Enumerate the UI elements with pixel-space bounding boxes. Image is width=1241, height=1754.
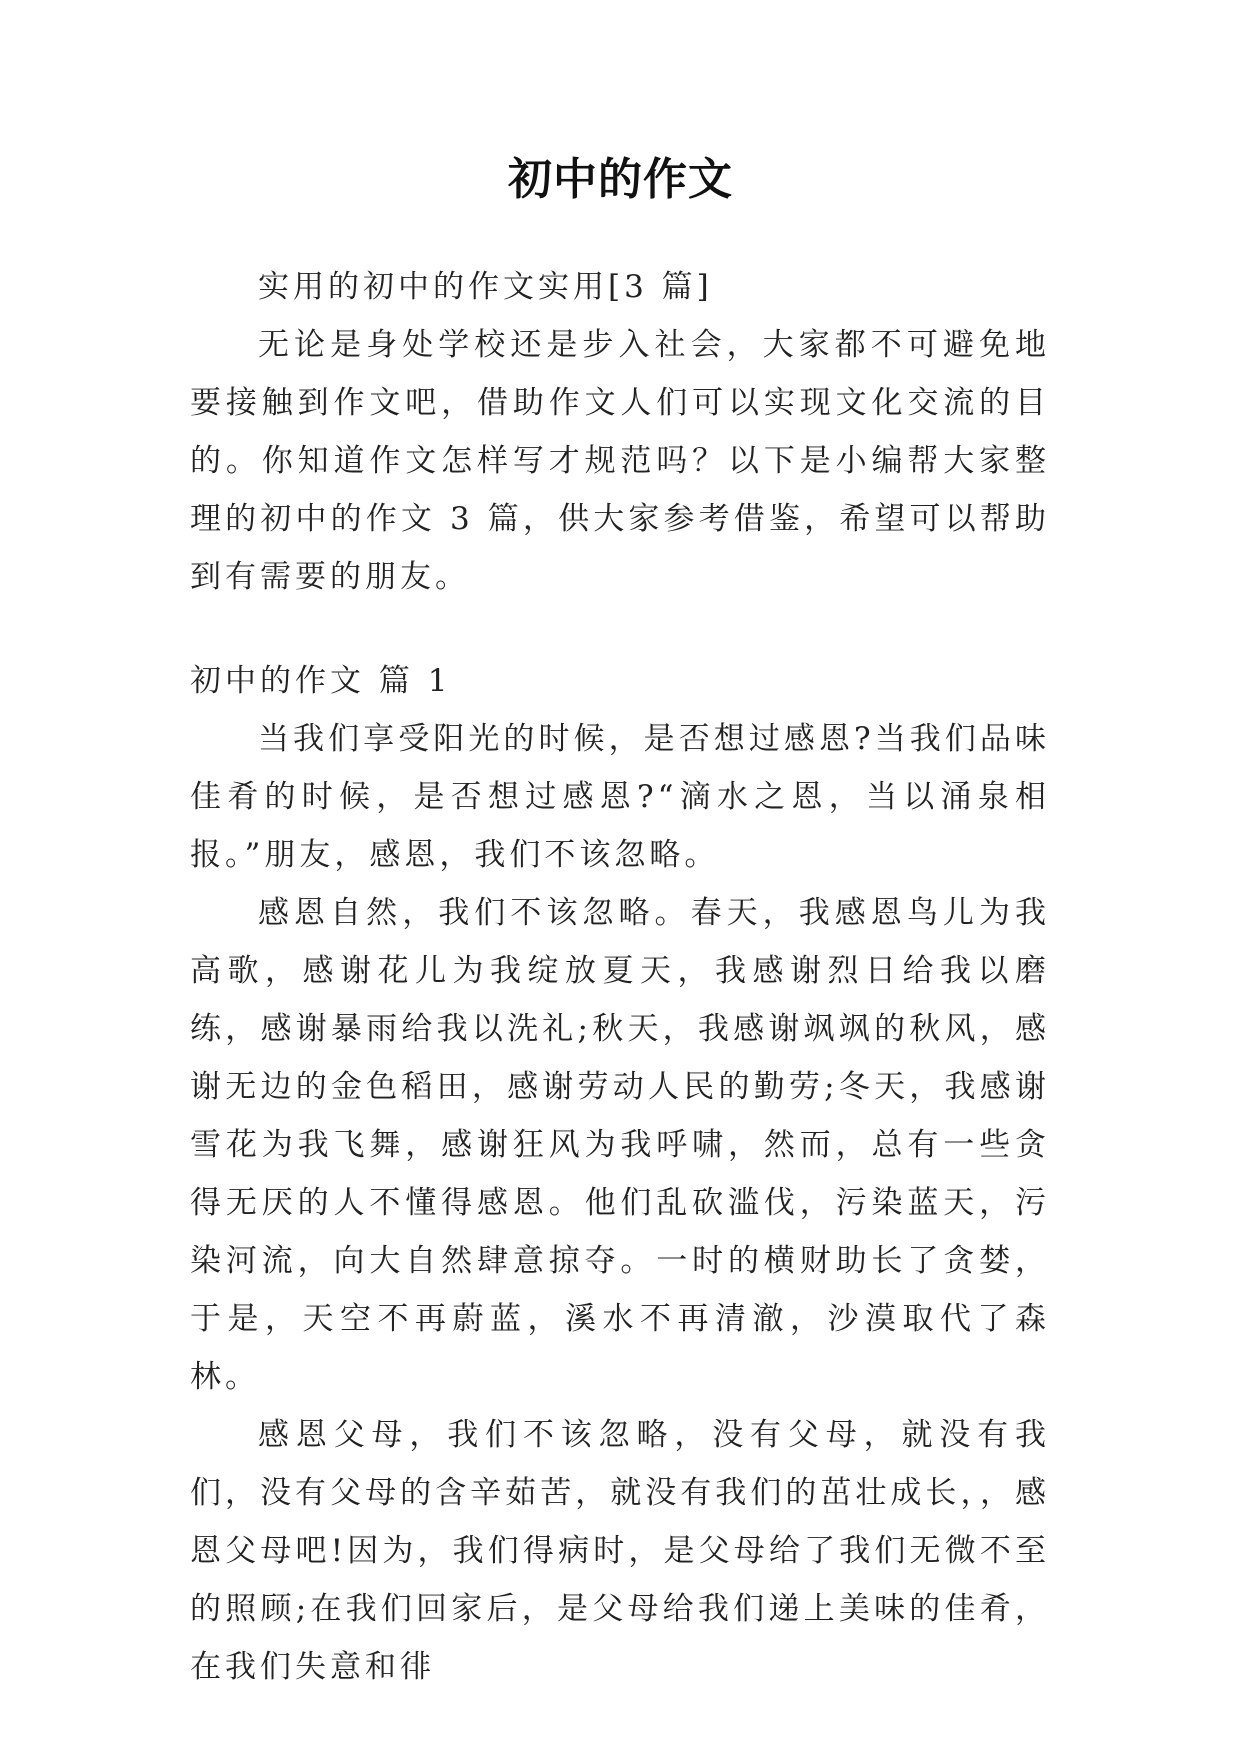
body-paragraph-3: 感恩父母，我们不该忽略，没有父母，就没有我们，没有父母的含辛茹苦，就没有我们的茁壮成长，，感恩父母吧!因为，我们得病时，是父母给了我们无微不至的照顾;在我们回家后，是父母给我们递上美味的佳肴，在我们失意和徘 [190, 1417, 1050, 1685]
document-title: 初中的作文 [508, 154, 733, 205]
subtitle-line: 实用的初中的作文实用[3 篇] [258, 269, 713, 305]
document-body [190, 258, 1050, 1696]
section-heading: 初中的作文 篇 1 [190, 663, 452, 699]
body-paragraph-1: 当我们享受阳光的时候，是否想过感恩?当我们品味佳肴的时候，是否想过感恩?“滴水之恩，当以涌泉相报。”朋友，感恩，我们不该忽略。 [190, 721, 1050, 873]
intro-paragraph: 无论是身处学校还是步入社会，大家都不可避免地要接触到作文吧，借助作文人们可以实现文化交流的目的。你知道作文怎样写才规范吗？以下是小编帮大家整理的初中的作文 3 篇，供大家参考借鉴，希望可以帮助到有需要的朋友。 [190, 327, 1050, 595]
body-paragraph-2: 感恩自然，我们不该忽略。春天，我感恩鸟儿为我高歌，感谢花儿为我绽放夏天，我感谢烈日给我以磨练，感谢暴雨给我以洗礼;秋天，我感谢飒飒的秋风，感谢无边的金色稻田，感谢劳动人民的勤劳;冬天，我感谢雪花为我飞舞，感谢狂风为我呼啸，然而，总有一些贪得无厌的人不懂得感恩。他们乱砍滥伐，污染蓝天，污染河流，向大自然肆意掠夺。一时的横财助长了贪婪，于是，天空不再蔚蓝，溪水不再清澈，沙漠取代了森林。 [190, 895, 1050, 1395]
